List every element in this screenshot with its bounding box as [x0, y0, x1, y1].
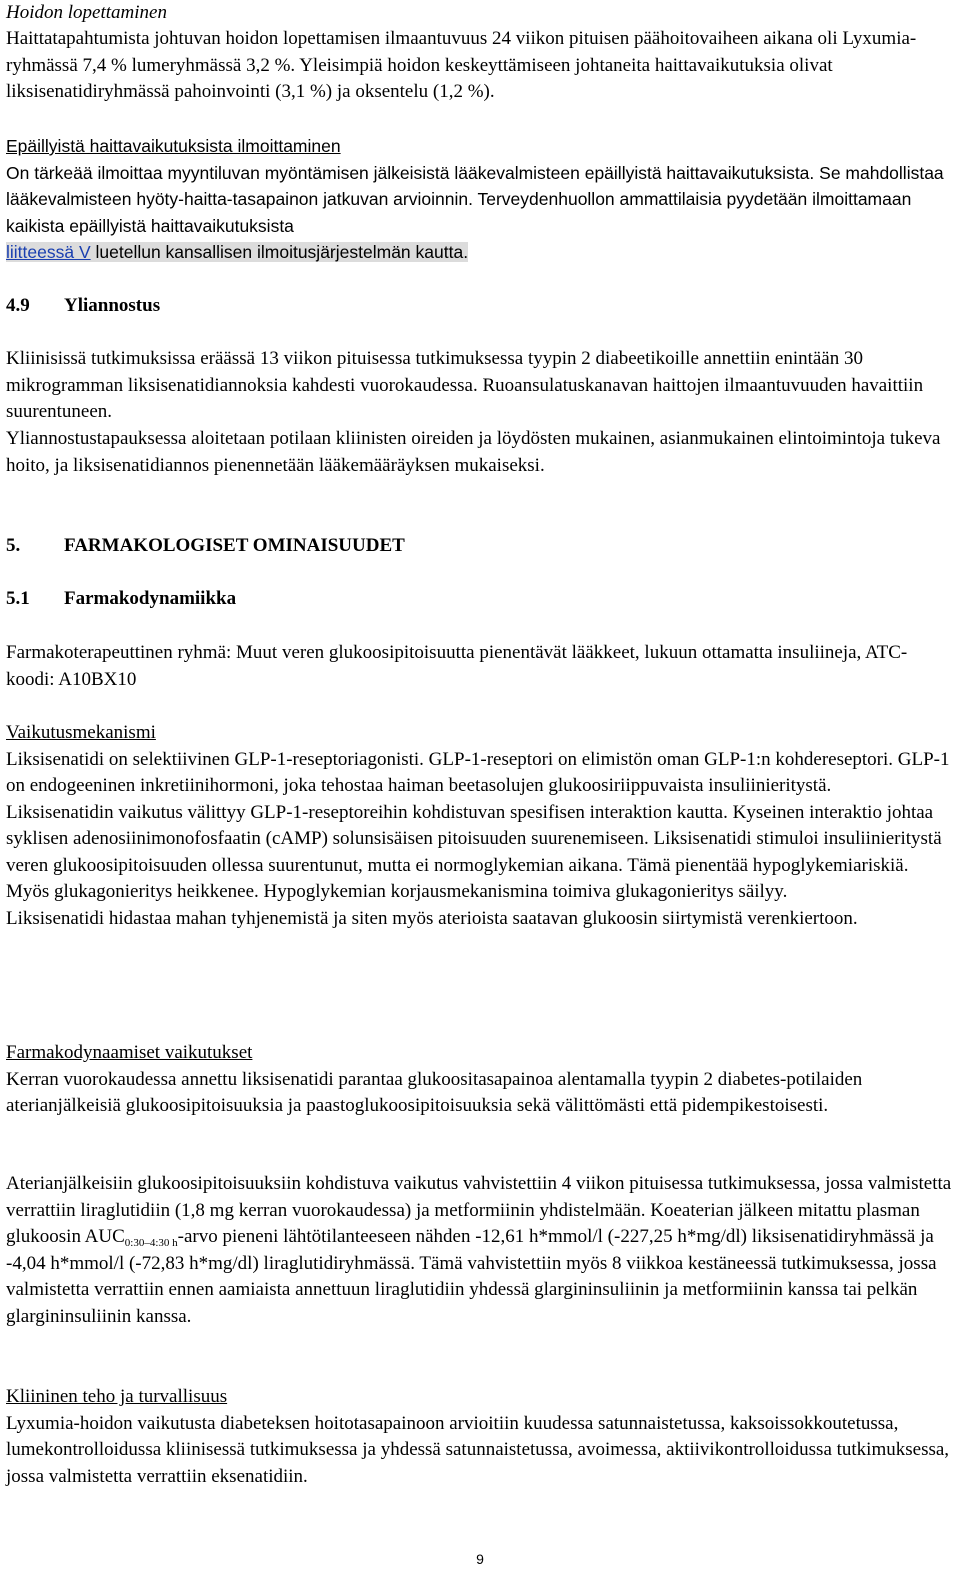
section-title-vaikutusmekanismi: Vaikutusmekanismi [6, 722, 156, 743]
link-tail-text: luetellun kansallisen ilmoitusjärjestelmän kautta. [95, 242, 469, 262]
heading-title: FARMAKOLOGISET OMINAISUUDET [64, 535, 405, 556]
paragraph-farmakoterapeuttinen: Farmakoterapeuttinen ryhmä: Muut veren glukoosipitoisuutta pienentävät lääkkeet, lukuun ottamatta insuliineja, ATC-koodi: A10BX10 [6, 642, 908, 690]
section-vaikutusmekanismi [6, 720, 956, 932]
paragraph-clin-1: Lyxumia-hoidon vaikutusta diabeteksen hoitotasapainoon arvioitiin kuudessa satunnaistetussa, kaksoissokkoutetussa, lumekontrolloidussa kliinisessä tutkimuksessa ja yhdessä satunnaistetussa, avoimessa, aktiivikontrolloidussa tutkimuksessa, jossa valmistetta verrattiin eksenatidiin. [6, 1412, 950, 1487]
section-epaillyista [6, 133, 956, 266]
heading-5-1 [6, 586, 236, 613]
section-title-farmakodynaamiset: Farmakodynaamiset vaikutukset [6, 1042, 253, 1063]
paragraph-epaillyista-text: On tärkeää ilmoittaa myyntiluvan myöntämisen jälkeisistä lääkevalmisteen epäillyistä haittavaikutuksista. Se mahdollistaa lääkevalmisteen hyöty-haitta-tasapainon jatkuvan arvioinnin. Terveydenhuollon ammattilaisia pyydetään ilmoittamaan kaikista epäillyistä haittavaikutuksista [6, 162, 944, 236]
section-title-epaillyista: Epäillyistä haittavaikutuksista ilmoittaminen [6, 136, 341, 156]
heading-number: 5. [6, 535, 21, 556]
paragraph-mech-3: Liksisenatidi hidastaa mahan tyhjenemistä ja siten myös aterioista saatavan glukoosin siirtymistä verenkiertoon. [6, 907, 858, 929]
paragraph-mech-1: Liksisenatidi on selektiivinen GLP-1-reseptoriagonisti. GLP-1-reseptori on elimistön oman GLP-1:n kohdereseptori. GLP-1 on endogeeninen inkretiinihormoni, joka tehostaa haiman beetasolujen glukoosiriippuvaista insuliinieritystä. [6, 748, 950, 796]
section-title-kliininen-teho: Kliininen teho ja turvallisuus [6, 1386, 228, 1407]
heading-4-9 [6, 293, 160, 320]
section-kliininen-teho [6, 1384, 956, 1490]
section-farmakodynaamiset [6, 1040, 956, 1120]
paragraph-mech-2: Liksisenatidin vaikutus välittyy GLP-1-reseptoreihin kohdistuvan spesifisen interaktion kautta. Kyseinen interaktio johtaa syklisen adenosiinimonofosfaatin (cAMP) solunsisäisen pitoisuuden suurenemiseen. Liksisenatidi stimuloi insuliinieritystä veren glukoosipitoisuuden ollessa suurentunut, mutta ei normoglykemian aikana. Tämä pienentää hypoglykemiariskiä. Myös glukagonieritys heikkenee. Hypoglykemian korjausmekanismina toimiva glukagonieritys säilyy. [6, 801, 942, 902]
pd-2-text-a: Aterianjälkeisiin glukoosipitoisuuksiin kohdistuva vaikutus vahvistettiin 4 viikon pituisessa tutkimuksessa, jossa valmistetta verrattiin liraglutidiin (1,8 mg kerran vuorokaudessa) ja metformiinin yhdistelmään. Koeaterian jälkeen mitattu plasman glukoosin AUC [6, 1173, 952, 1247]
auc-subscript: 0:30–4:30 h [124, 1237, 178, 1249]
paragraph-hoidon-lopettaminen: Haittatapahtumista johtuvan hoidon lopettamisen ilmaantuvuus 24 viikon pituisen päähoitovaiheen aikana oli Lyxumia-ryhmässä 7,4 % lumeryhmässä 3,2 %. Yleisimpiä hoidon keskeyttämiseen johtaneita haittavaikutuksia olivat liksisenatidiryhmässä pahoinvointi (3,1 %) ja oksentelu (1,2 %). [6, 28, 917, 102]
section-title-hoidon-lopettaminen: Hoidon lopettaminen [6, 2, 167, 23]
paragraph-epaillyista [6, 160, 956, 266]
heading-title: Yliannostus [64, 295, 161, 316]
paragraph-pd-2 [6, 1171, 954, 1330]
paragraph-yliannostus-1: Kliinisissä tutkimuksissa eräässä 13 viikon pituisessa tutkimuksessa tyypin 2 diabeetikoille annettiin enintään 30 mikrogramman liksisenatidiannoksia kahdesti vuorokaudessa. Ruoansulatuskanavan haittojen ilmaantuvuuden havaittiin suurentuneen. [6, 348, 924, 422]
heading-5 [6, 533, 405, 560]
paragraph-pd-1: Kerran vuorokaudessa annettu liksisenatidi parantaa glukoositasapainoa alentamalla tyypin 2 diabetes-potilaiden aterianjälkeisiä glukoosipitoisuuksia ja paastoglukoosipitoisuuksia sekä välittömästi että pidempikestoisesti. [6, 1068, 863, 1116]
heading-number: 5.1 [6, 588, 30, 609]
highlighted-reference [6, 242, 468, 262]
annex-v-link[interactable]: liitteessä V [6, 242, 91, 262]
heading-number: 4.9 [6, 295, 30, 316]
heading-title: Farmakodynamiikka [64, 588, 237, 609]
pd-2-text-b: -arvo pieneni lähtötilanteeseen nähden -12,61 h*mmol/l (-227,25 h*mg/dl) liksisenatidiryhmässä ja -4,04 h*mmol/l (-72,83 h*mg/dl) liraglutidiryhmässä. Tämä vahvistettiin myös 8 viikkoa kestäneessä tutkimuksessa, jossa valmistetta verrattiin ennen aamiaista annettuun liraglutidiin yhdessä glargininsuliinin ja metformiinin kanssa tai pelkän glargininsuliinin kanssa. [6, 1226, 937, 1327]
page-number: 9 [476, 1551, 484, 1567]
paragraph-yliannostus-2: Yliannostustapauksessa aloitetaan potilaan kliinisten oireiden ja löydösten mukainen, asianmukainen elintoimintoja tukeva hoito, ja liksisenatidiannos pienennetään lääkemääräyksen mukaiseksi. [6, 428, 941, 476]
